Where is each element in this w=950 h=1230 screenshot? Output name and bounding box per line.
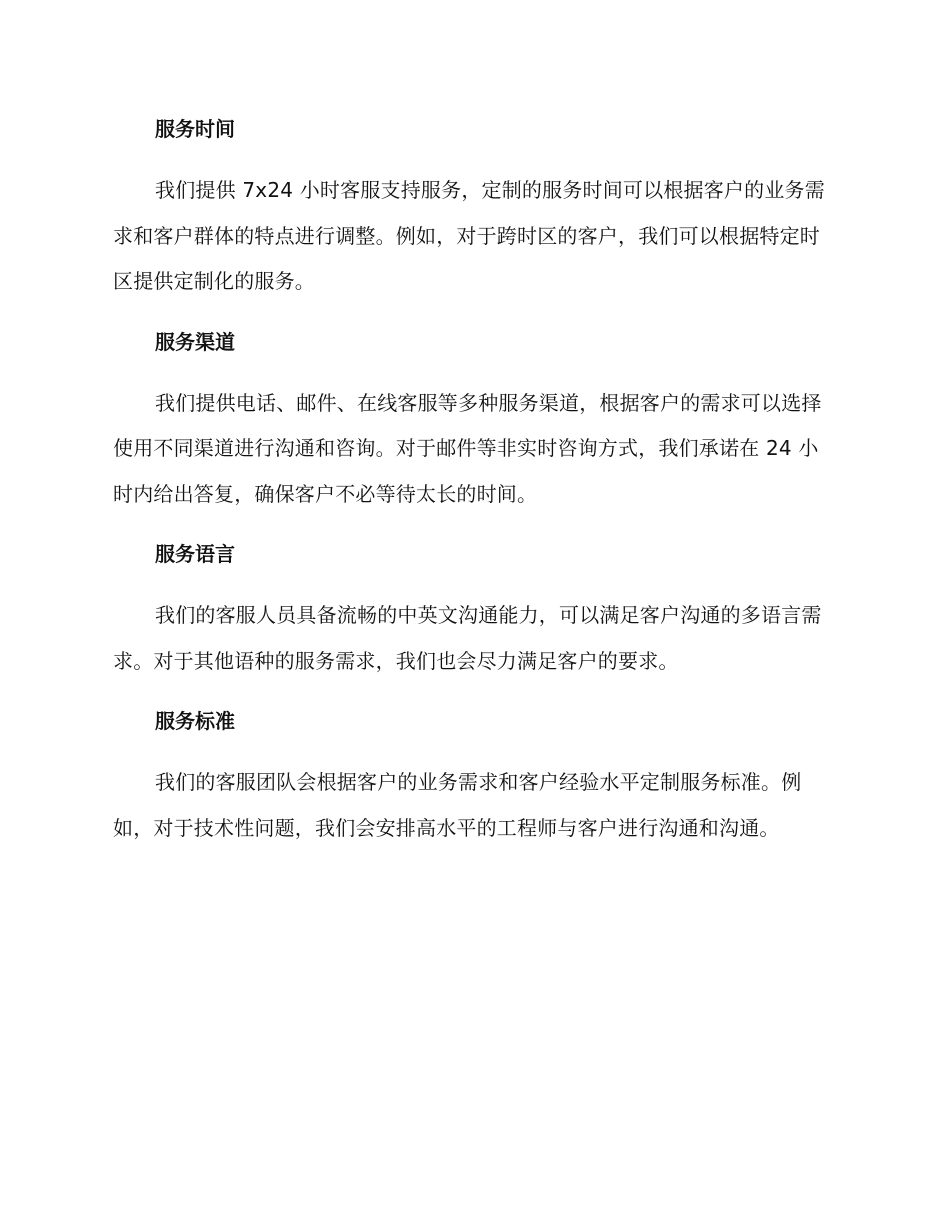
section-heading: 服务标准 [155, 709, 235, 733]
document-page [113, 112, 833, 851]
section-service-standard [113, 704, 833, 851]
section-paragraph: 我们提供电话、邮件、在线客服等多种服务渠道，根据客户的需求可以选择使用不同渠道进行沟通和咨询。对于邮件等非实时咨询方式，我们承诺在 24 小时内给出答复，确保客户不必等待太长的时间。 [113, 390, 822, 506]
section-paragraph: 我们的客服团队会根据客户的业务需求和客户经验水平定制服务标准。例如，对于技术性问题，我们会安排高水平的工程师与客户进行沟通和沟通。 [113, 770, 802, 840]
section-paragraph: 我们的客服人员具备流畅的中英文沟通能力，可以满足客户沟通的多语言需求。对于其他语种的服务需求，我们也会尽力满足客户的要求。 [113, 603, 822, 673]
section-paragraph: 我们提供 7x24 小时客服支持服务，定制的服务时间可以根据客户的业务需求和客户群体的特点进行调整。例如，对于跨时区的客户，我们可以根据特定时区提供定制化的服务。 [113, 178, 825, 293]
section-service-channels [113, 325, 833, 518]
section-service-hours [113, 112, 833, 305]
section-service-language [113, 537, 833, 684]
section-heading: 服务渠道 [155, 329, 235, 354]
section-heading: 服务语言 [155, 542, 235, 566]
section-heading: 服务时间 [155, 117, 235, 141]
